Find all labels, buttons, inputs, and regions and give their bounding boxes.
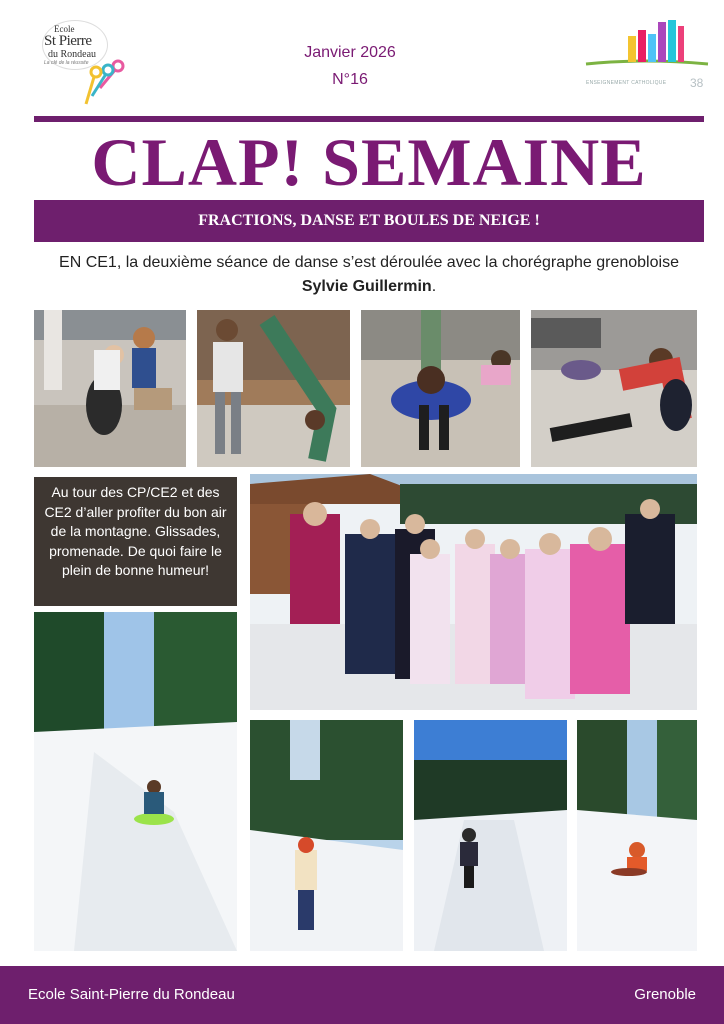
- dance-photo-4: [531, 310, 697, 467]
- partner-logo-number: 38: [690, 76, 704, 90]
- snow-trip-caption: Au tour des CP/CE2 et des CE2 d’aller profiter du bon air de la montagne. Glissades, promenade. De quoi faire le plein de bonne humeur!: [34, 477, 237, 606]
- subtitle: FRACTIONS, DANSE ET BOULES DE NEIGE !: [198, 212, 540, 229]
- dance-photo-2: [197, 310, 350, 467]
- partner-logo-text: ENSEIGNEMENT CATHOLIQUE: [586, 80, 667, 86]
- group-photo: [250, 474, 697, 710]
- issue-number: N°16: [332, 71, 368, 88]
- logo-line-2: St Pierre: [44, 33, 92, 49]
- intro-text: EN CE1, la deuxième séance de danse s’est déroulée avec la chorégraphe grenobloise: [59, 254, 679, 271]
- dance-photo-1: [34, 310, 186, 467]
- header-rule: [34, 116, 704, 122]
- intro-end: .: [431, 278, 437, 295]
- school-logo: [38, 16, 128, 108]
- issue-date: Janvier 2026: [304, 44, 396, 61]
- intro-paragraph: [34, 251, 704, 299]
- choreographer-name: Sylvie Guillermin: [301, 278, 432, 295]
- page-title: CLAP! SEMAINE: [91, 124, 647, 200]
- subtitle-bar: [34, 200, 704, 242]
- walk-photo-2: [414, 720, 567, 951]
- sled-photo-2: [577, 720, 697, 951]
- logo-line-1: Ecole: [54, 24, 75, 34]
- dance-photo-3: [361, 310, 520, 467]
- keys-icon: [78, 58, 128, 108]
- footer-city: Grenoble: [634, 986, 696, 1003]
- sled-photo-1: [34, 612, 237, 951]
- walk-photo-1: [250, 720, 403, 951]
- footer-bar: [0, 966, 724, 1024]
- logo-tagline: La clé de la réussite: [44, 60, 89, 66]
- footer-school-name: Ecole Saint-Pierre du Rondeau: [28, 986, 235, 1003]
- logo-line-3: du Rondeau: [48, 49, 97, 60]
- colored-bars-icon: [584, 16, 710, 78]
- partner-logo: [584, 16, 710, 96]
